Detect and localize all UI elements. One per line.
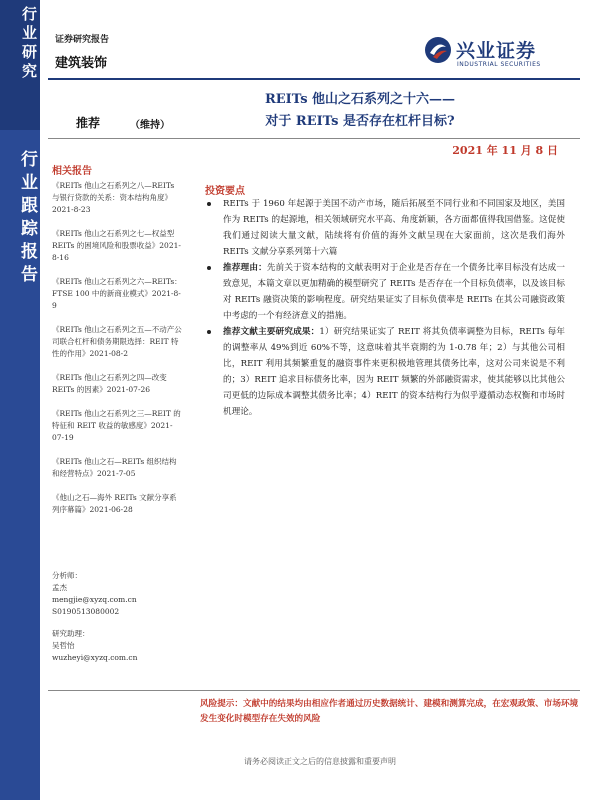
related-report-item[interactable]: 《REITs 他山之石系列之六—REITs：FTSE 100 中的新商业模式》2021-8-9: [52, 277, 182, 310]
rating-label: 推荐: [76, 116, 101, 130]
sector-name: 建筑装饰: [55, 56, 108, 71]
analyst-email[interactable]: mengjie@xyzq.com.cn: [52, 595, 137, 604]
highlight-bullet-3: [205, 324, 565, 420]
bullet-heading: 推荐文献主要研究成果：: [223, 327, 320, 337]
bullet-text: REITs 于 1960 年起源于美国不动产市场，随后拓展至不同行业和不同国家及地区，美国作为 REITs 的起源地，相关领域研究水平高、角度新颖，各方面都值得我国借鉴。这促使我们通过阅读大量文献，陆续将有价值的海外文献呈现在大家面前，这次是我们海外 REITs 文献分享系列第十六篇: [223, 199, 565, 257]
bullet-heading: 推荐理由：: [223, 263, 267, 273]
bullet-dot-icon: [207, 266, 211, 270]
logo-text-en: INDUSTRIAL SECURITIES: [457, 61, 541, 68]
highlight-bullet-2: [205, 260, 565, 324]
report-title-line1: REITs 他山之石系列之十六——: [264, 92, 456, 107]
logo-mark-icon: [424, 36, 452, 64]
related-report-item[interactable]: 《REITs 他山之石系列之三—REIT 的特征和 REIT 收益的敏感度》2021-07-19: [52, 409, 181, 442]
analyst-label: 分析师：: [52, 571, 82, 580]
company-logo: [424, 34, 574, 78]
bullet-text: 先前关于资本结构的文献表明对于企业是否存在一个债务比率目标没有达成一致意见，本篇文章以更加精确的模型研究了 REITs 是否存在一个目标负债率，以及该目标对 REITs 融资决策的影响程度。研究结果证实了目标负债率是 REITs 在其公司融资政策中考虑的一个有经济意义的措施。: [223, 263, 565, 321]
investment-highlights-title: 投资要点: [205, 186, 245, 197]
bullet-dot-icon: [207, 202, 211, 206]
assistant-label: 研究助理：: [52, 629, 90, 638]
bullet-text: 1）研究结果证实了 REIT 将其负债率调整为目标，REITs 每年的调整率从 49%到近 60%不等，这意味着其半衰期约为 1-0.78 年；2）与其他公司相比，REIT 利用其频繁重复的融资事件来更积极地管理其债务比率，这对公司来说是不利的；3）REIT 追求目标债务比率，因为 REIT 频繁的外部融资需求，使其能够以比其他公司更低的边际成本调整其债务比率；4）REIT 的资本结构行为似乎遵循动态权衡和市场时机理论。: [223, 327, 565, 417]
report-date: 2021 年 11 月 8 日: [452, 144, 558, 157]
related-reports-list: [52, 180, 182, 528]
related-report-item[interactable]: 《REITs 他山之石系列之八—REITs 与银行贷款的关系：资本结构角度》2021-8-23: [52, 181, 175, 214]
disclaimer-footer: 请务必阅读正文之后的信息披露和重要声明: [244, 757, 396, 766]
assistant-name: 吴哲怡: [52, 641, 75, 650]
report-type: 证券研究报告: [55, 35, 110, 45]
logo-text-cn: 兴业证券: [456, 40, 537, 62]
related-report-item[interactable]: 《REITs 他山之石系列之七—权益型 REITs 的困境风险和股票收益》2021-8-16: [52, 229, 181, 262]
rating-sub: （维持）: [130, 120, 170, 131]
related-report-item[interactable]: 《REITs 他山之石系列之五—不动产公司联合杠杆和债务期限选择：REIT 特性的作用》2021-08-2: [52, 325, 182, 358]
related-reports-title: 相关报告: [52, 166, 92, 177]
header-divider: [48, 78, 580, 80]
analyst-license: S0190513080002: [52, 607, 120, 616]
highlight-bullet-1: [205, 196, 565, 260]
analyst-block: [52, 570, 192, 664]
risk-divider: [48, 690, 580, 691]
risk-warning: 风险提示：文献中的结果均由相应作者通过历史数据统计、建模和测算完成，在宏观政策、市场环境发生变化时模型存在失效的风险: [200, 699, 579, 724]
report-title-line2: 对于 REITs 是否存在杠杆目标?: [265, 114, 455, 129]
investment-highlights-list: [205, 196, 565, 420]
analyst-name: 孟杰: [52, 583, 67, 592]
title-divider: [48, 138, 580, 139]
assistant-email[interactable]: wuzheyi@xyzq.com.cn: [52, 653, 138, 662]
bullet-dot-icon: [207, 330, 211, 334]
sidebar-top-label: 行业研究: [20, 6, 38, 82]
sidebar-mid-label: 行业跟踪报告: [17, 150, 37, 288]
related-report-item[interactable]: 《REITs 他山之石系列之四—改变 REITs 的因素》2021-07-26: [52, 373, 167, 394]
related-report-item[interactable]: 《REITs 他山之石—REITs 组织结构和经营特点》2021-7-05: [52, 457, 177, 478]
related-report-item[interactable]: 《他山之石—海外 REITs 文献分享系列序幕篇》2021-06-28: [52, 493, 177, 514]
